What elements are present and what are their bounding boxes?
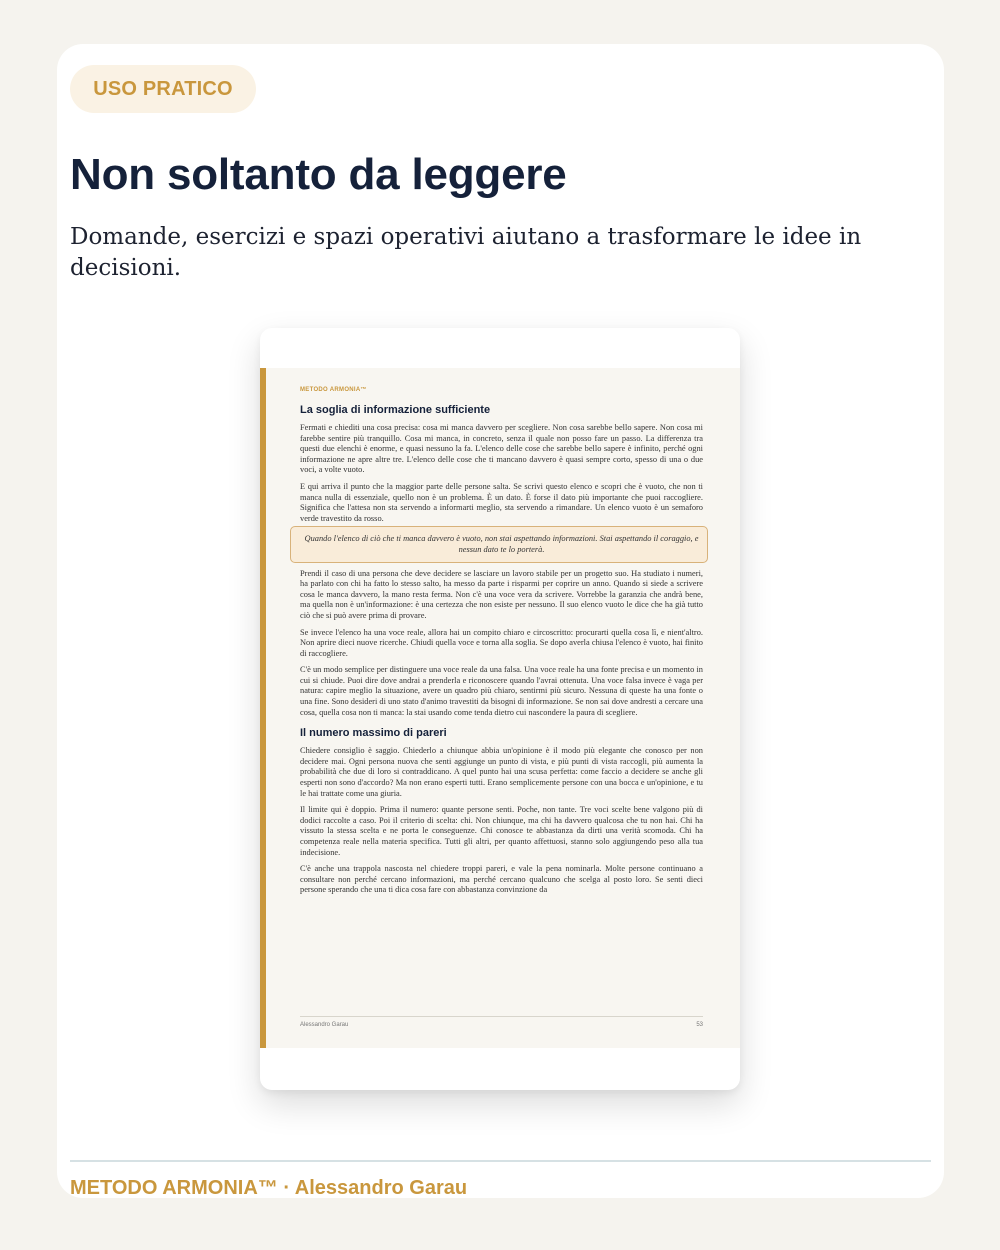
accent-bar xyxy=(260,368,266,1048)
book-page-preview xyxy=(260,328,740,1090)
book-brand: METODO ARMONIA™ xyxy=(300,387,367,393)
page-subtitle: Domande, esercizi e spazi operativi aiutano a trasformare le idee in decisioni. xyxy=(70,224,862,281)
footer-divider xyxy=(70,1160,931,1162)
book-paragraph: Prendi il caso di una persona che deve decidere se lasciare un lavoro stabile per un progetto suo. Ha studiato i numeri, ha parlato con chi ha fatto lo stesso salto, ha messo da parte i risparmi per coprire un anno. Quando si siede a scrivere cosa le manca davvero, la mano resta ferma. Non c'è una voce vera da scrivere. Vorrebbe la garanzia che andrà bene, ma quella non è un'informazione: è una certezza che non esiste per nessuno. Il suo elenco vuoto le dice che ha già tutto ciò che si può avere prima di provare. xyxy=(300,568,703,620)
book-paragraph: Fermati e chiediti una cosa precisa: cosa mi manca davvero per scegliere. Non cosa sarebbe bello sapere. Non cosa mi farebbe sentire più tranquillo. Cosa mi manca, in concreto, senza il quale non posso fare un passo. La differenza tra questi due elenchi è enorme, e quasi nessuno la fa. L'elenco delle cose che sarebbe bello sapere è infinito, perché ogni informazione ne apre altre tre. L'elenco delle cose che ti mancano davvero è quasi sempre corto, spesso di una o due voci, a volte vuoto. xyxy=(300,423,703,475)
book-content xyxy=(300,404,703,902)
pull-quote: Quando l'elenco di ciò che ti manca davvero è vuoto, non stai aspettando informazioni. Stai aspettando il coraggio, e nessun dato te lo porterà. xyxy=(290,526,708,562)
book-paragraph: Il limite qui è doppio. Prima il numero: quante persone senti. Poche, non tante. Tre voci scelte bene valgono più di dodici raccolte a caso. Poi il criterio di scelta: chi. Non chiunque, ma chi ha davvero qualcosa che tu non hai. Chi ha vissuto la stessa scelta e ne porta le conseguenze. Chi conosce te abbastanza da dirti una verità scomoda. Chi ha competenza reale nella materia specifica. Tutti gli altri, per quanto affettuosi, stanno solo aggiungendo peso alla tua indecisione. xyxy=(300,805,703,857)
book-page xyxy=(260,368,740,1048)
book-page-number: 53 xyxy=(696,1022,703,1028)
footer-brand: METODO ARMONIA™ · Alessandro Garau xyxy=(70,1177,468,1199)
book-footer xyxy=(300,1016,703,1028)
book-paragraph: C'è anche una trappola nascosta nel chiedere troppi pareri, e vale la pena nominarla. Molte persone continuano a consultare non perché cercano informazioni, ma perché cercano qualcuno che scelga al posto loro. Se senti dieci persone sperando che una ti dica cosa fare con abbastanza convinzione da xyxy=(300,864,703,895)
book-heading: La soglia di informazione sufficiente xyxy=(300,404,491,416)
book-paragraph: Chiedere consiglio è saggio. Chiederlo a chiunque abbia un'opinione è il modo più elegante che conosco per non decidere mai. Ogni persona nuova che senti aggiunge un punto di vista, e più punti di vista raccogli, più aumenta la probabilità che due di loro si contraddicano. A quel punto hai una scusa perfetta: come faccio a decidere se anche gli esperti non sono d'accordo? Ma non erano esperti tutti. Erano semplicemente persone con una bocca e un'opinione, e tu le hai trattate come una giuria. xyxy=(300,746,703,798)
book-paragraph: E qui arriva il punto che la maggior parte delle persone salta. Se scrivi questo elenco e scopri che è vuoto, che non ti manca nulla di essenziale, quello non è un problema. È un dato. È forse il dato più importante che puoi raccogliere. Significa che l'attesa non sta servendo a informarti meglio, sta servendo a rimandare. Un elenco vuoto è un semaforo verde travestito da rosso. xyxy=(300,481,703,523)
section-badge: USO PRATICO xyxy=(70,65,256,113)
book-heading: Il numero massimo di pareri xyxy=(300,727,447,740)
book-paragraph: C'è un modo semplice per distinguere una voce reale da una falsa. Una voce reale ha una fonte precisa e un momento in cui si chiude. Puoi dire dove andrai a prenderla e riconoscere quando l'avrai ottenuta. Una voce falsa invece è vaga per natura: capire meglio la situazione, avere un quadro più chiaro, sentirmi più sicuro. Nessuna di queste ha una fonte o una fine. Sono desideri di uno stato d'animo travestiti da bisogni di informazione. Se non sai dove andresti a cercare una cosa, quella cosa non ti manca: la stai usando come tenda dietro cui nascondere la paura di scegliere. xyxy=(300,665,703,717)
book-footer-author: Alessandro Garau xyxy=(300,1022,349,1028)
page-title: Non soltanto da leggere xyxy=(70,150,567,199)
book-paragraph: Se invece l'elenco ha una voce reale, allora hai un compito chiaro e circoscritto: procurarti quella cosa lì, e nient'altro. Non aprire dieci nuove ricerche. Chiudi quella voce e torna alla soglia. Se dopo averla chiusa l'elenco è vuoto, hai finito di raccogliere. xyxy=(300,627,703,658)
